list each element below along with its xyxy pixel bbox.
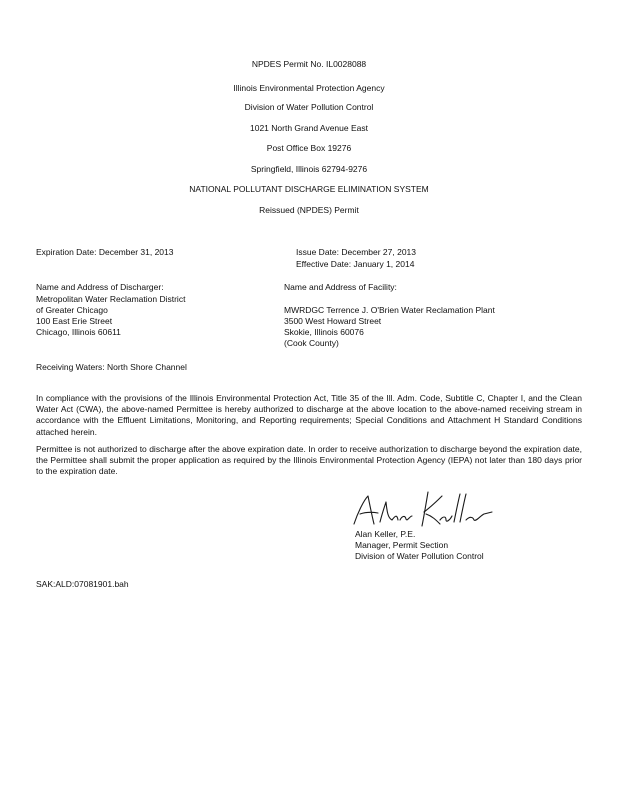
effective-date: Effective Date: January 1, 2014	[296, 259, 415, 269]
permit-number: NPDES Permit No. IL0028088	[251, 59, 367, 69]
signatory-division: Division of Water Pollution Control	[355, 551, 484, 561]
discharger-line: Metropolitan Water Reclamation District	[36, 294, 186, 304]
system-title: NATIONAL POLLUTANT DISCHARGE ELIMINATION SYSTEM	[189, 184, 429, 194]
facility-address	[284, 305, 495, 349]
agency-city: Springfield, Illinois 62794-9276	[250, 164, 368, 174]
signatory-title: Manager, Permit Section	[355, 540, 449, 550]
compliance-paragraph: In compliance with the provisions of the Illinois Environmental Protection Act, Title 35 of the Ill. Adm. Code, Subtitle C, Chapter I, and the Clean Water Act (CWA), the above-named Permittee is hereby authorized to discharge at the above location to the above-named receiving stream in accordance with the Effluent Limitations, Monitoring, and Reporting requirements; Special Conditions and Attachment H Standard Conditions attached herein.	[36, 393, 582, 437]
division-name: Division of Water Pollution Control	[244, 102, 374, 112]
discharger-line: 100 East Erie Street	[36, 316, 113, 326]
signatory-name: Alan Keller, P.E.	[355, 529, 416, 539]
facility-heading: Name and Address of Facility:	[284, 282, 397, 292]
agency-name: Illinois Environmental Protection Agency	[233, 83, 385, 93]
agency-po-box: Post Office Box 19276	[266, 143, 352, 153]
discharger-line: of Greater Chicago	[36, 305, 108, 315]
facility-line: (Cook County)	[284, 338, 339, 348]
signatory-block	[355, 529, 484, 562]
facility-line: MWRDGC Terrence J. O'Brien Water Reclamation Plant	[284, 305, 495, 315]
reference-code: SAK:ALD:07081901.bah	[36, 579, 129, 589]
issue-date: Issue Date: December 27, 2013	[296, 247, 417, 257]
facility-line: Skokie, Illinois 60076	[284, 327, 364, 337]
receiving-waters: Receiving Waters: North Shore Channel	[36, 362, 187, 372]
facility-line: 3500 West Howard Street	[284, 316, 382, 326]
expiration-date: Expiration Date: December 31, 2013	[36, 247, 174, 257]
discharger-heading: Name and Address of Discharger:	[36, 282, 164, 292]
agency-street: 1021 North Grand Avenue East	[250, 123, 368, 133]
discharger-address	[36, 294, 185, 338]
discharger-line: Chicago, Illinois 60611	[36, 327, 121, 337]
handwritten-signature	[340, 486, 500, 534]
permit-type: Reissued (NPDES) Permit	[259, 205, 359, 215]
expiration-paragraph: Permittee is not authorized to discharge after the above expiration date. In order to receive authorization to discharge beyond the expiration date, the Permittee shall submit the proper application as required by the Illinois Environmental Protection Agency (IEPA) not later than 180 days prior to the expiration date.	[36, 444, 582, 477]
